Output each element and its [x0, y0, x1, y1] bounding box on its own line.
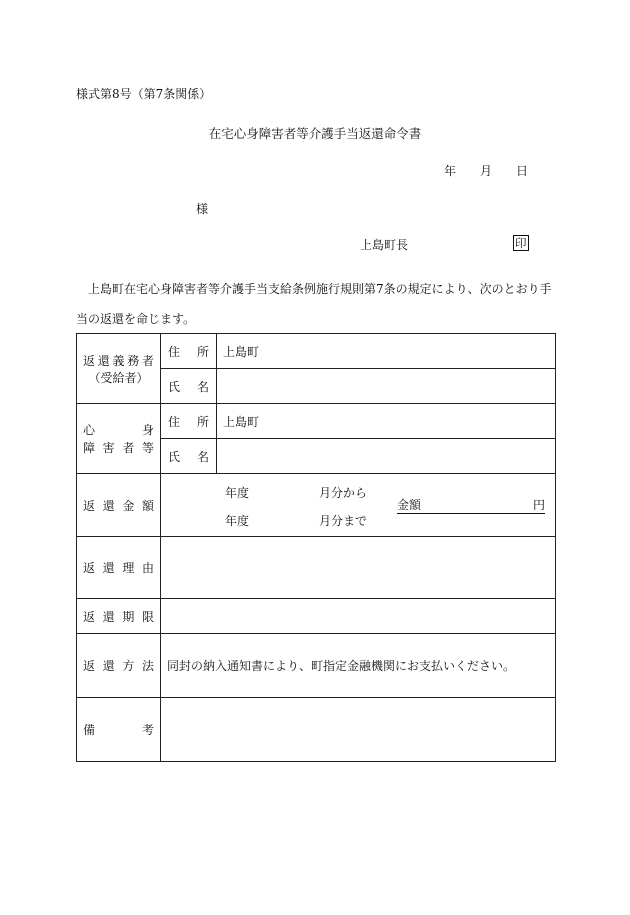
fy-from: 年度 [225, 486, 250, 500]
reason-value[interactable] [161, 537, 556, 599]
remarks-value[interactable] [161, 698, 556, 762]
amount-line[interactable] [397, 496, 545, 514]
amount-label: 返還金額 [77, 474, 161, 537]
repayer-address-value[interactable]: 上島町 [217, 334, 556, 369]
disabled-name-value[interactable] [217, 439, 556, 474]
form-number: 様式第8号（第7条関係） [76, 87, 212, 101]
repayer-label: 返還義務者 [83, 353, 154, 368]
month-to: 月分まで [319, 514, 368, 528]
month-from: 月分から [319, 486, 368, 500]
fy-to: 年度 [225, 514, 250, 528]
repayer-name-label: 氏 名 [161, 369, 217, 404]
date-day: 日 [516, 164, 529, 178]
method-label: 返還方法 [77, 634, 161, 698]
form-table [76, 333, 556, 762]
repayer-label-cell [77, 334, 161, 404]
disabled-label-line1: 心 身 [83, 422, 154, 437]
reason-label: 返還理由 [77, 537, 161, 599]
addressee-suffix: 様 [196, 202, 209, 216]
disabled-label-line2: 障害者等 [83, 440, 154, 455]
date-year: 年 [444, 164, 457, 178]
disabled-address-label: 住 所 [161, 404, 217, 439]
document-title: 在宅心身障害者等介護手当返還命令書 [208, 126, 422, 141]
repayer-name-value[interactable] [217, 369, 556, 404]
method-value: 同封の納入通知書により、町指定金融機関にお支払いください。 [161, 634, 556, 698]
deadline-value[interactable] [161, 599, 556, 634]
date-month: 月 [480, 164, 493, 178]
seal-mark: 印 [515, 236, 527, 250]
repayer-sub-label: （受給者） [88, 370, 149, 385]
yen-unit: 円 [532, 498, 545, 512]
disabled-label-cell [77, 404, 161, 474]
repayer-address-label: 住 所 [161, 334, 217, 369]
amount-cell[interactable] [161, 474, 556, 537]
date-line [444, 162, 528, 179]
issuer-name: 上島町長 [360, 238, 409, 252]
disabled-address-value[interactable]: 上島町 [217, 404, 556, 439]
body-text: 上島町在宅心身障害者等介護手当支給条例施行規則第7条の規定により、次のとおり手当の返還を命じます。 [76, 282, 552, 326]
disabled-name-label: 氏 名 [161, 439, 217, 474]
amount-word: 金額 [397, 498, 422, 512]
deadline-label: 返還期限 [77, 599, 161, 634]
remarks-label: 備 考 [77, 698, 161, 762]
